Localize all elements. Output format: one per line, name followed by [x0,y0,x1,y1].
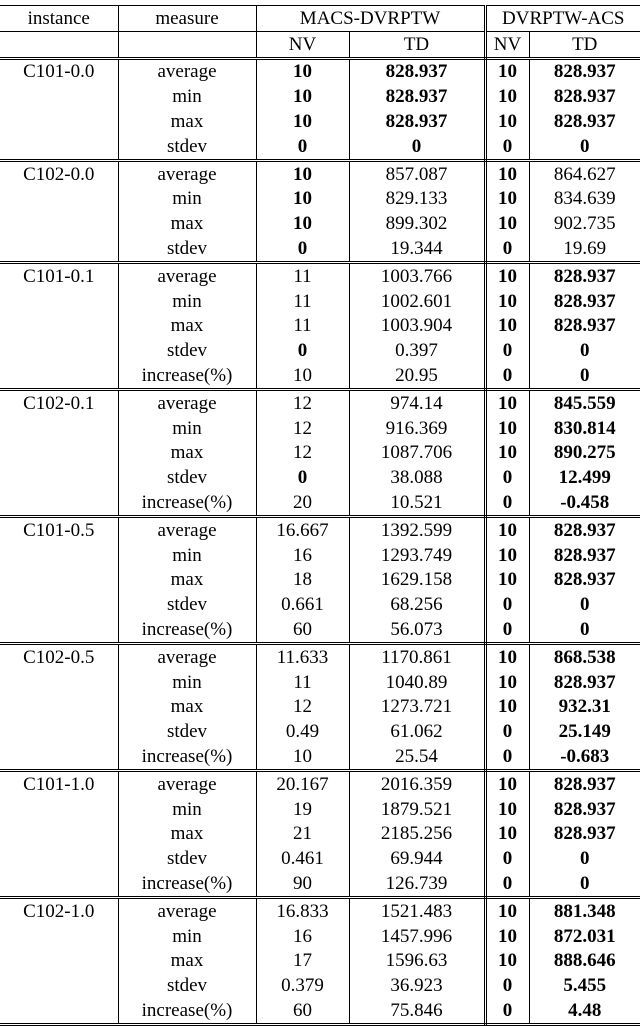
macs-nv-cell: 16 [256,924,349,949]
measure-cell: average [118,516,256,542]
header-blank-measure [118,31,256,58]
measure-cell: average [118,262,256,288]
acs-td-cell: -0.458 [529,490,640,516]
header-measure: measure [118,6,256,32]
instance-cell [0,543,118,568]
macs-td-cell: 828.937 [349,84,485,109]
table-row [0,822,640,847]
table-row [0,314,640,339]
acs-td-cell: 828.937 [553,544,616,566]
macs-nv-cell: 12 [256,389,349,415]
acs-td-cell: 4.48 [529,998,640,1024]
acs-nv-cell: 10 [485,314,529,339]
instance-cell [0,338,118,363]
acs-td-cell: 5.455 [563,975,607,997]
table-row [0,846,640,871]
macs-td-cell: 68.256 [349,592,485,617]
instance-cell: C102-0.5 [0,643,118,669]
instance-cell [0,695,118,720]
acs-nv-cell: 0 [485,236,529,262]
instance-cell [0,797,118,822]
measure-cell: increase(%) [118,363,256,389]
table-row [0,744,640,770]
table-row [0,592,640,617]
measure-cell: stdev [118,973,256,998]
macs-td-cell: 1002.601 [349,289,485,314]
measure-cell: max [118,568,256,593]
instance-cell [0,670,118,695]
table-row [0,617,640,643]
macs-td-cell: 1087.706 [349,441,485,466]
measure-cell: increase(%) [118,744,256,770]
macs-nv-cell: 12 [256,416,349,441]
acs-nv-cell: 10 [485,262,529,288]
acs-td-cell: 828.937 [553,265,616,287]
acs-nv-cell: 10 [485,695,529,720]
acs-td-cell: 834.639 [553,188,616,210]
instance-cell [0,822,118,847]
macs-td-cell: 20.95 [349,363,485,389]
macs-td-cell: 61.062 [349,719,485,744]
measure-cell: average [118,58,256,84]
instance-cell [0,134,118,160]
table-row [0,948,640,973]
macs-nv-cell: 20 [256,490,349,516]
measure-cell: max [118,948,256,973]
acs-td-cell: 830.814 [553,417,616,439]
table-row [0,416,640,441]
macs-nv-cell: 60 [256,998,349,1024]
acs-td-cell: 19.69 [529,236,640,262]
acs-td-cell: 25.149 [558,721,611,743]
table-row [0,58,640,84]
macs-td-cell: 1170.861 [349,643,485,669]
header-method-b: DVRPTW-ACS [485,6,640,32]
table-row [0,670,640,695]
macs-td-cell: 899.302 [349,211,485,236]
table-row [0,187,640,212]
macs-nv-cell: 11 [256,314,349,339]
measure-cell: stdev [118,846,256,871]
measure-cell: min [118,924,256,949]
acs-nv-cell: 10 [485,948,529,973]
instance-cell: C101-0.0 [0,58,118,84]
instance-cell [0,924,118,949]
measure-cell: max [118,695,256,720]
header-b-td: TD [529,31,640,58]
instance-cell [0,289,118,314]
measure-cell: min [118,670,256,695]
macs-nv-cell: 11 [256,262,349,288]
macs-nv-cell: 0.379 [256,973,349,998]
measure-cell: stdev [118,592,256,617]
macs-nv-cell: 10 [256,160,349,186]
results-table [0,5,640,1026]
table-row [0,871,640,897]
acs-td-cell: 881.348 [553,900,616,922]
macs-nv-cell: 16.833 [256,897,349,923]
measure-cell: min [118,543,256,568]
measure-cell: stdev [118,236,256,262]
acs-nv-cell: 10 [485,289,529,314]
acs-td-cell: 0 [529,363,640,389]
instance-cell [0,592,118,617]
header-a-td: TD [349,31,485,58]
acs-nv-cell: 10 [485,516,529,542]
acs-td-cell: 828.937 [553,798,616,820]
acs-td-cell: 845.559 [553,392,616,414]
header-method-a: MACS-DVRPTW [256,6,485,32]
acs-td-cell: 828.937 [553,315,616,337]
table-row [0,363,640,389]
table-row [0,543,640,568]
results-body [0,58,640,1024]
acs-nv-cell: 0 [485,490,529,516]
table-row [0,236,640,262]
acs-nv-cell: 10 [485,109,529,134]
acs-td-cell: 828.937 [553,773,616,795]
macs-nv-cell: 20.167 [256,770,349,796]
instance-cell: C101-1.0 [0,770,118,796]
macs-td-cell: 25.54 [349,744,485,770]
measure-cell: stdev [118,338,256,363]
acs-nv-cell: 10 [485,441,529,466]
instance-cell [0,568,118,593]
measure-cell: max [118,822,256,847]
table-row [0,109,640,134]
header-row-2 [0,31,640,58]
macs-td-cell: 75.846 [349,998,485,1024]
table-row [0,643,640,669]
acs-td-cell: 0 [529,871,640,897]
instance-cell [0,744,118,770]
macs-nv-cell: 0.661 [256,592,349,617]
acs-nv-cell: 10 [485,416,529,441]
acs-nv-cell: 10 [485,770,529,796]
macs-td-cell: 1273.721 [349,695,485,720]
macs-td-cell: 1040.89 [349,670,485,695]
acs-nv-cell: 10 [485,797,529,822]
instance-cell [0,846,118,871]
acs-nv-cell: 10 [485,160,529,186]
macs-nv-cell: 0 [256,134,349,160]
measure-cell: average [118,897,256,923]
acs-td-cell: 828.937 [553,519,616,541]
instance-cell [0,948,118,973]
instance-cell [0,617,118,643]
macs-nv-cell: 10 [256,744,349,770]
measure-cell: increase(%) [118,617,256,643]
measure-cell: max [118,441,256,466]
measure-cell: min [118,416,256,441]
acs-td-cell: 0 [529,134,640,160]
acs-nv-cell: 0 [485,338,529,363]
acs-td-cell: 0 [529,617,640,643]
acs-nv-cell: 0 [485,363,529,389]
macs-td-cell: 1003.766 [349,262,485,288]
measure-cell: max [118,211,256,236]
acs-nv-cell: 0 [485,998,529,1024]
acs-td-cell: 890.275 [553,442,616,464]
acs-nv-cell: 10 [485,670,529,695]
table-row [0,998,640,1024]
table-row [0,84,640,109]
instance-cell [0,973,118,998]
macs-nv-cell: 10 [256,109,349,134]
instance-cell: C102-1.0 [0,897,118,923]
table-row [0,160,640,186]
macs-td-cell: 828.937 [349,109,485,134]
macs-nv-cell: 16.667 [256,516,349,542]
measure-cell: max [118,109,256,134]
instance-cell [0,84,118,109]
table-row [0,695,640,720]
acs-nv-cell: 10 [485,924,529,949]
macs-td-cell: 1879.521 [349,797,485,822]
macs-nv-cell: 12 [256,441,349,466]
instance-cell: C102-0.0 [0,160,118,186]
macs-nv-cell: 60 [256,617,349,643]
table-row [0,719,640,744]
acs-td-cell: -0.683 [529,744,640,770]
table-row [0,465,640,490]
macs-nv-cell: 90 [256,871,349,897]
instance-cell [0,187,118,212]
measure-cell: min [118,289,256,314]
measure-cell: max [118,314,256,339]
acs-nv-cell: 10 [485,543,529,568]
macs-td-cell: 1392.599 [349,516,485,542]
table-row [0,262,640,288]
measure-cell: increase(%) [118,998,256,1024]
instance-cell [0,109,118,134]
macs-nv-cell: 0 [256,338,349,363]
table-row [0,770,640,796]
macs-nv-cell: 10 [256,58,349,84]
acs-nv-cell: 10 [485,84,529,109]
instance-cell [0,490,118,516]
macs-nv-cell: 10 [256,187,349,212]
macs-nv-cell: 16 [256,543,349,568]
acs-td-cell: 864.627 [553,163,616,185]
acs-td-cell: 828.937 [553,290,616,312]
macs-td-cell: 38.088 [349,465,485,490]
macs-td-cell: 56.073 [349,617,485,643]
header-instance: instance [0,6,118,32]
acs-nv-cell: 10 [485,58,529,84]
macs-nv-cell: 11 [256,670,349,695]
macs-td-cell: 10.521 [349,490,485,516]
acs-td-cell: 902.735 [553,213,616,235]
measure-cell: increase(%) [118,490,256,516]
measure-cell: increase(%) [118,871,256,897]
header-a-nv: NV [256,31,349,58]
table-row [0,516,640,542]
table-row [0,897,640,923]
acs-nv-cell: 10 [485,568,529,593]
measure-cell: min [118,84,256,109]
macs-nv-cell: 18 [256,568,349,593]
measure-cell: average [118,643,256,669]
instance-cell [0,465,118,490]
instance-cell [0,441,118,466]
acs-nv-cell: 0 [485,846,529,871]
instance-cell: C101-0.5 [0,516,118,542]
acs-td-cell: 828.937 [553,569,616,591]
table-row [0,289,640,314]
macs-nv-cell: 12 [256,695,349,720]
acs-td-cell: 0 [580,848,590,870]
macs-td-cell: 1596.63 [349,948,485,973]
acs-nv-cell: 0 [485,465,529,490]
table-row [0,924,640,949]
acs-nv-cell: 0 [485,973,529,998]
instance-cell [0,236,118,262]
table-row [0,389,640,415]
acs-nv-cell: 0 [485,719,529,744]
header-row-1 [0,6,640,32]
measure-cell: stdev [118,134,256,160]
acs-nv-cell: 0 [485,871,529,897]
acs-nv-cell: 10 [485,897,529,923]
acs-td-cell: 828.937 [553,823,616,845]
macs-nv-cell: 17 [256,948,349,973]
macs-nv-cell: 19 [256,797,349,822]
macs-td-cell: 974.14 [349,389,485,415]
macs-td-cell: 857.087 [349,160,485,186]
acs-td-cell: 0 [580,594,590,616]
macs-nv-cell: 10 [256,363,349,389]
acs-td-cell: 12.499 [558,467,611,489]
measure-cell: stdev [118,465,256,490]
macs-td-cell: 1003.904 [349,314,485,339]
macs-td-cell: 1629.158 [349,568,485,593]
acs-td-cell: 828.937 [553,61,616,83]
table-row [0,441,640,466]
instance-cell [0,871,118,897]
instance-cell [0,998,118,1024]
measure-cell: stdev [118,719,256,744]
macs-td-cell: 19.344 [349,236,485,262]
acs-td-cell: 828.937 [553,671,616,693]
instance-cell [0,314,118,339]
acs-td-cell: 828.937 [553,86,616,108]
header-b-nv: NV [485,31,529,58]
acs-nv-cell: 0 [485,134,529,160]
acs-td-cell: 0 [580,340,590,362]
macs-nv-cell: 0 [256,465,349,490]
table-row [0,568,640,593]
measure-cell: min [118,187,256,212]
macs-nv-cell: 0.461 [256,846,349,871]
macs-nv-cell: 10 [256,84,349,109]
instance-cell: C102-0.1 [0,389,118,415]
table-row [0,490,640,516]
table-row [0,797,640,822]
macs-td-cell: 829.133 [349,187,485,212]
macs-td-cell: 1521.483 [349,897,485,923]
measure-cell: average [118,389,256,415]
macs-td-cell: 69.944 [349,846,485,871]
instance-cell [0,719,118,744]
macs-nv-cell: 10 [256,211,349,236]
macs-td-cell: 1457.996 [349,924,485,949]
macs-td-cell: 126.739 [349,871,485,897]
macs-td-cell: 0.397 [349,338,485,363]
acs-td-cell: 932.31 [558,696,611,718]
acs-nv-cell: 10 [485,211,529,236]
acs-td-cell: 828.937 [553,111,616,133]
acs-nv-cell: 10 [485,389,529,415]
macs-td-cell: 916.369 [349,416,485,441]
macs-td-cell: 2016.359 [349,770,485,796]
macs-td-cell: 0 [349,134,485,160]
acs-nv-cell: 10 [485,822,529,847]
acs-td-cell: 872.031 [553,925,616,947]
acs-nv-cell: 0 [485,744,529,770]
measure-cell: min [118,797,256,822]
table-row [0,973,640,998]
macs-td-cell: 36.923 [349,973,485,998]
acs-nv-cell: 0 [485,617,529,643]
acs-td-cell: 868.538 [553,646,616,668]
macs-td-cell: 2185.256 [349,822,485,847]
header-blank-instance [0,31,118,58]
measure-cell: average [118,160,256,186]
acs-nv-cell: 0 [485,592,529,617]
macs-nv-cell: 0 [256,236,349,262]
macs-nv-cell: 11.633 [256,643,349,669]
instance-cell [0,363,118,389]
acs-nv-cell: 10 [485,643,529,669]
table-row [0,134,640,160]
table-row [0,338,640,363]
instance-cell [0,416,118,441]
macs-td-cell: 1293.749 [349,543,485,568]
instance-cell: C101-0.1 [0,262,118,288]
macs-nv-cell: 11 [256,289,349,314]
macs-nv-cell: 0.49 [256,719,349,744]
table-row [0,211,640,236]
measure-cell: average [118,770,256,796]
macs-td-cell: 828.937 [349,58,485,84]
instance-cell [0,211,118,236]
macs-nv-cell: 21 [256,822,349,847]
acs-td-cell: 888.646 [553,950,616,972]
acs-nv-cell: 10 [485,187,529,212]
